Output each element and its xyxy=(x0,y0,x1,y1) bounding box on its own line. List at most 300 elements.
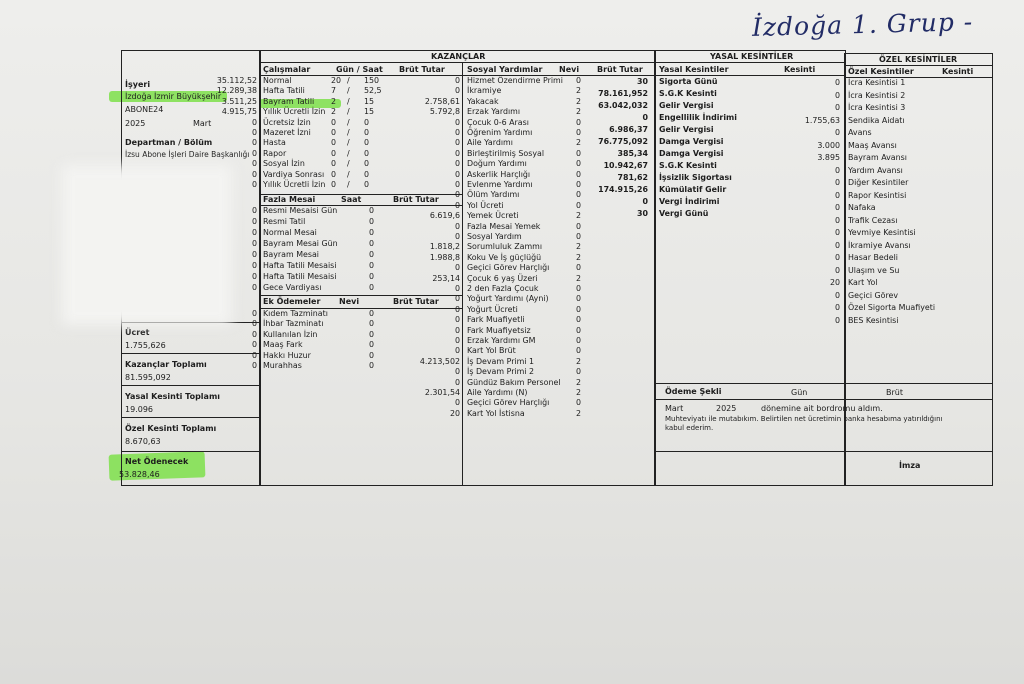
fazla-saat-header: Saat xyxy=(341,195,362,204)
yasal-kesinti-toplami-label: Yasal Kesinti Toplamı xyxy=(125,392,221,401)
row-gun: 0 xyxy=(331,117,337,127)
row-tutar: 0 xyxy=(251,309,257,318)
row-name: Erzak Yardımı xyxy=(467,107,521,117)
row-tutar: 0 xyxy=(454,76,460,85)
handwritten-note: İzdoğa 1. Grup - xyxy=(751,7,974,42)
odeme-line2: Muhteviyatı ile mutabıkım. Belirtilen net ücretimin banka hesabıma yatırıldığını xyxy=(665,415,943,423)
row-saat: 0 xyxy=(364,159,370,169)
row-saat: 0 xyxy=(369,206,375,215)
isyeri-label: İşyeri xyxy=(125,80,151,89)
row-name: Sendika Aidatı xyxy=(848,115,905,125)
row-nevi: 0 xyxy=(369,350,375,360)
row-separator: / xyxy=(347,169,350,179)
row-nevi: 2 xyxy=(576,86,582,96)
row-saat: 52,5 xyxy=(364,86,382,96)
row-nevi: 0 xyxy=(576,346,582,356)
row-name: Çocuk 6 yaş Üzeri xyxy=(467,273,538,283)
row-nevi: 0 xyxy=(369,319,375,329)
row-name: Bayram Mesai xyxy=(263,250,319,259)
row-nevi: 0 xyxy=(369,361,375,370)
row-name: Bayram Tatili xyxy=(263,96,315,106)
net-odenecek-value: 53.828,46 xyxy=(119,470,160,479)
row-name: Özel Sigorta Muafiyeti xyxy=(848,303,936,312)
row-name: İcra Kesintisi 1 xyxy=(848,78,906,87)
row-nevi: 0 xyxy=(576,117,582,127)
yasal-kesintiler-header: Yasal Kesintiler xyxy=(659,65,729,74)
row-value: 3.895 xyxy=(817,153,840,162)
row-saat: 0 xyxy=(364,180,370,189)
gun-saat-header: Gün / Saat xyxy=(336,65,383,74)
ucret-value: 1.755,626 xyxy=(125,341,166,350)
row-tutar: 6.619,6 xyxy=(429,211,460,221)
row-tutar: 0 xyxy=(251,250,257,259)
row-tutar: 0 xyxy=(251,361,257,370)
row-saat: 0 xyxy=(364,128,370,137)
row-nevi: 0 xyxy=(576,180,582,189)
row-separator: / xyxy=(347,76,350,85)
row-name: Nafaka xyxy=(848,203,876,212)
ozel-kesinti-header: Kesinti xyxy=(942,67,974,76)
odeme-year: 2025 xyxy=(716,404,737,413)
odeme-month: Mart xyxy=(665,404,684,413)
fazla-brut-header: Brüt Tutar xyxy=(393,195,439,204)
row-tutar: 35.112,52 xyxy=(216,76,257,85)
period-month: Mart xyxy=(193,119,212,128)
row-name: Fazla Mesai Yemek xyxy=(467,221,541,231)
row-value: 174.915,26 xyxy=(598,185,648,194)
row-value: 385,34 xyxy=(617,149,648,158)
row-tutar: 2.758,61 xyxy=(424,96,460,106)
row-value: 781,62 xyxy=(617,173,648,182)
row-name: Yıllık Ücretli İzin xyxy=(263,180,326,189)
row-tutar: 0 xyxy=(454,138,460,148)
row-tutar: 4.213,502 xyxy=(419,356,460,366)
row-separator: / xyxy=(347,138,350,148)
row-name: Sosyal İzin xyxy=(263,159,305,169)
row-separator: / xyxy=(347,159,350,169)
row-tutar: 0 xyxy=(251,239,257,248)
row-nevi: 0 xyxy=(576,367,582,377)
row-value: 0 xyxy=(834,303,840,312)
row-name: Gelir Vergisi xyxy=(659,125,714,134)
row-name: Maaş Avansı xyxy=(848,140,897,150)
row-tutar: 1.988,8 xyxy=(429,252,460,262)
row-separator: / xyxy=(347,180,350,189)
row-name: Kart Yol Brüt xyxy=(467,346,516,356)
row-gun: 0 xyxy=(331,148,337,158)
row-tutar: 0 xyxy=(251,283,257,292)
ozel-kesinti-toplami-value: 8.670,63 xyxy=(125,437,161,446)
row-tutar: 0 xyxy=(454,377,460,387)
row-nevi: 2 xyxy=(576,388,582,397)
row-name: Yıllık Ücretli İzin xyxy=(263,107,326,117)
row-name: Sorumluluk Zammı xyxy=(467,242,543,252)
row-value: 0 xyxy=(834,215,840,225)
row-saat: 0 xyxy=(369,239,375,248)
row-nevi: 0 xyxy=(576,221,582,231)
imza-label: İmza xyxy=(899,461,921,470)
row-tutar: 0 xyxy=(454,325,460,335)
row-nevi: 2 xyxy=(576,242,582,252)
odeme-line1: dönemine ait bordromu aldım. xyxy=(761,404,883,413)
row-value: 0 xyxy=(834,78,840,87)
row-name: Çocuk 0-6 Arası xyxy=(467,117,529,127)
row-name: Hafta Tatili Mesaisi xyxy=(263,261,337,270)
row-nevi: 0 xyxy=(576,336,582,345)
row-tutar: 0 xyxy=(454,200,460,210)
row-tutar: 0 xyxy=(454,294,460,304)
row-nevi: 2 xyxy=(576,252,582,262)
row-tutar: 0 xyxy=(454,304,460,314)
row-value: 0 xyxy=(834,165,840,175)
row-value: 0 xyxy=(834,190,840,200)
row-saat: 0 xyxy=(369,261,375,270)
row-tutar: 0 xyxy=(454,336,460,345)
row-name: Damga Vergisi xyxy=(659,137,724,146)
row-name: Ücretsiz İzin xyxy=(263,117,311,127)
row-tutar: 3.511,25 xyxy=(221,96,257,106)
row-value: 3.000 xyxy=(817,140,840,150)
row-name: Kart Yol xyxy=(848,278,878,287)
row-tutar: 2.301,54 xyxy=(424,388,460,397)
row-saat: 0 xyxy=(364,117,370,127)
isyeri-value: İzdoğa İzmir Büyükşehir xyxy=(125,92,222,101)
row-name: İhbar Tazminatı xyxy=(263,319,324,329)
row-tutar: 0 xyxy=(454,367,460,377)
row-nevi: 2 xyxy=(576,377,582,387)
row-nevi: 0 xyxy=(576,76,582,85)
row-name: Vardiya Sonrası xyxy=(263,169,325,179)
row-tutar: 0 xyxy=(454,190,460,200)
row-name: Gece Vardiyası xyxy=(263,283,322,292)
kazanclar-title: KAZANÇLAR xyxy=(431,52,486,61)
row-gun: 2 xyxy=(331,96,337,106)
row-saat: 0 xyxy=(364,148,370,158)
row-tutar: 253,14 xyxy=(432,273,460,283)
row-tutar: 4.915,75 xyxy=(221,107,257,117)
row-nevi: 0 xyxy=(576,148,582,158)
odeme-gun-header: Gün xyxy=(791,388,808,397)
row-tutar: 0 xyxy=(454,159,460,169)
row-tutar: 0 xyxy=(251,319,257,329)
row-name: Koku Ve İş güçlüğü xyxy=(467,252,542,262)
row-name: Yardım Avansı xyxy=(848,165,903,175)
row-name: Fark Muafiyetli xyxy=(467,315,525,325)
departman-label: Departman / Bölüm xyxy=(125,138,213,147)
row-name: Vergi İndirimi xyxy=(659,197,720,206)
row-name: İkramiye Avansı xyxy=(848,240,911,250)
sosyal-brut-header: Brüt Tutar xyxy=(597,65,643,74)
row-name: Normal Mesai xyxy=(263,228,317,237)
row-name: İş Devam Primi 1 xyxy=(467,356,535,366)
row-value: 0 xyxy=(834,315,840,325)
row-name: Geçici Görev Harçlığı xyxy=(467,398,550,408)
row-name: Geçici Görev xyxy=(848,290,899,300)
row-tutar: 0 xyxy=(251,159,257,169)
row-gun: 0 xyxy=(331,159,337,169)
ozel-title: ÖZEL KESİNTİLER xyxy=(879,55,958,64)
row-tutar: 0 xyxy=(251,350,257,360)
row-name: Murahhas xyxy=(263,361,302,370)
row-name: Bayram Avansı xyxy=(848,153,907,162)
sosyal-nevi-header: Nevi xyxy=(559,65,580,74)
row-saat: 150 xyxy=(364,76,380,85)
ozel-kesintiler-header: Özel Kesintiler xyxy=(848,67,914,76)
row-tutar: 1.818,2 xyxy=(429,242,460,252)
row-value: 6.986,37 xyxy=(609,125,648,134)
row-name: Kümülatif Gelir xyxy=(659,185,727,194)
row-name: 2 den Fazla Çocuk xyxy=(467,284,539,293)
row-tutar: 0 xyxy=(251,228,257,237)
yasal-title: YASAL KESİNTİLER xyxy=(710,52,794,61)
row-name: Maaş Fark xyxy=(263,340,303,350)
row-saat: 0 xyxy=(369,250,375,259)
row-name: Doğum Yardımı xyxy=(467,159,527,169)
row-tutar: 0 xyxy=(251,340,257,350)
row-tutar: 5.792,8 xyxy=(429,107,460,117)
row-name: Ölüm Yardımı xyxy=(467,190,520,200)
row-value: 0 xyxy=(834,128,840,137)
calismalar-header: Çalışmalar xyxy=(263,65,311,74)
row-separator: / xyxy=(347,148,350,158)
row-tutar: 0 xyxy=(251,272,257,281)
row-value: 0 xyxy=(834,178,840,187)
row-nevi: 2 xyxy=(576,273,582,283)
row-name: Hasar Bedeli xyxy=(848,253,898,262)
row-name: Sosyal Yardım xyxy=(467,232,522,241)
row-tutar: 0 xyxy=(251,117,257,127)
row-name: Fark Muafiyetsiz xyxy=(467,325,531,335)
fazla-mesai-header: Fazla Mesai xyxy=(263,195,316,204)
brut-tutar-header: Brüt Tutar xyxy=(399,65,445,74)
row-value: 0 xyxy=(642,113,648,122)
row-name: İcra Kesintisi 3 xyxy=(848,103,906,112)
odeme-brut-header: Brüt xyxy=(886,388,903,397)
row-gun: 0 xyxy=(331,169,337,179)
yasal-kesinti-header: Kesinti xyxy=(784,65,816,74)
row-nevi: 0 xyxy=(369,329,375,339)
row-nevi: 0 xyxy=(576,284,582,293)
row-tutar: 0 xyxy=(454,263,460,273)
row-name: Bayram Mesai Gün xyxy=(263,239,338,248)
row-separator: / xyxy=(347,107,350,117)
row-tutar: 0 xyxy=(251,169,257,179)
row-nevi: 2 xyxy=(576,138,582,148)
row-name: BES Kesintisi xyxy=(848,315,899,325)
row-tutar: 0 xyxy=(454,232,460,241)
row-gun: 0 xyxy=(331,128,337,137)
row-name: Kullanılan İzin xyxy=(263,329,318,339)
redacted-area xyxy=(62,165,232,325)
row-nevi: 0 xyxy=(576,232,582,241)
row-name: Öğrenim Yardımı xyxy=(467,128,533,137)
row-separator: / xyxy=(347,128,350,137)
period-year: 2025 xyxy=(125,119,146,128)
row-name: Yevmiye Kesintisi xyxy=(848,228,916,237)
row-value: 30 xyxy=(637,209,648,218)
row-value: 0 xyxy=(834,228,840,237)
row-name: İcra Kesintisi 2 xyxy=(848,90,906,100)
row-name: Trafik Cezası xyxy=(848,215,898,225)
row-tutar: 0 xyxy=(454,346,460,356)
row-nevi: 0 xyxy=(576,190,582,200)
row-tutar: 0 xyxy=(251,128,257,137)
row-gun: 0 xyxy=(331,138,337,148)
row-value: 0 xyxy=(834,265,840,275)
row-name: Sigorta Günü xyxy=(659,77,718,86)
row-tutar: 0 xyxy=(454,86,460,96)
ek-brut-header: Brüt Tutar xyxy=(393,297,439,306)
row-saat: 15 xyxy=(364,107,375,117)
row-tutar: 0 xyxy=(251,180,257,189)
row-tutar: 0 xyxy=(251,148,257,158)
row-separator: / xyxy=(347,96,350,106)
row-name: Gündüz Bakım Personel xyxy=(467,377,561,387)
payroll-slip xyxy=(121,47,993,487)
row-nevi: 2 xyxy=(576,107,582,117)
row-tutar: 0 xyxy=(251,138,257,148)
row-name: Gelir Vergisi xyxy=(659,101,714,110)
row-tutar: 0 xyxy=(251,329,257,339)
row-nevi: 2 xyxy=(576,356,582,366)
row-name: Damga Vergisi xyxy=(659,149,724,158)
row-saat: 0 xyxy=(369,283,375,292)
row-name: Askerlik Harçlığı xyxy=(467,169,531,179)
kazanclar-toplami-value: 81.595,092 xyxy=(125,373,171,382)
row-nevi: 2 xyxy=(576,96,582,106)
row-nevi: 0 xyxy=(369,309,375,318)
row-name: Mazeret İzni xyxy=(263,128,311,137)
row-name: Ulaşım ve Su xyxy=(848,265,900,275)
row-nevi: 0 xyxy=(576,263,582,273)
row-value: 0 xyxy=(642,197,648,206)
row-tutar: 12.289,38 xyxy=(216,86,257,96)
row-name: Kıdem Tazminatı xyxy=(263,309,328,318)
row-value: 78.161,952 xyxy=(598,89,648,98)
row-tutar: 0 xyxy=(251,261,257,270)
row-gun: 20 xyxy=(331,76,342,85)
row-separator: / xyxy=(347,117,350,127)
row-nevi: 0 xyxy=(576,325,582,335)
row-name: Birleştirilmiş Sosyal xyxy=(467,148,545,158)
row-name: Rapor Kesintisi xyxy=(848,190,907,200)
row-tutar: 0 xyxy=(454,128,460,137)
row-gun: 2 xyxy=(331,107,337,117)
row-tutar: 0 xyxy=(251,217,257,226)
row-name: Yakacak xyxy=(467,96,499,106)
row-name: Yoğurt Yardımı (Ayni) xyxy=(467,294,549,304)
row-name: Yol Ücreti xyxy=(467,200,504,210)
row-tutar: 0 xyxy=(251,206,257,215)
row-value: 0 xyxy=(834,103,840,112)
row-saat: 15 xyxy=(364,96,375,106)
row-tutar: 0 xyxy=(454,221,460,231)
sosyal-header: Sosyal Yardımlar xyxy=(467,65,543,74)
row-name: Vergi Günü xyxy=(659,209,709,218)
row-value: 0 xyxy=(834,203,840,212)
row-value: 76.775,092 xyxy=(598,137,648,146)
row-tutar: 0 xyxy=(454,284,460,293)
departman-value: İzsu Abone İşleri Daire Başkanlığı xyxy=(125,150,250,159)
row-name: Yoğurt Ücreti xyxy=(467,304,518,314)
row-name: Hizmet Özendirme Primi xyxy=(467,76,563,85)
row-value: 20 xyxy=(829,278,840,287)
row-name: Geçici Görev Harçlığı xyxy=(467,263,550,273)
row-value: 0 xyxy=(834,290,840,300)
kazanclar-toplami-label: Kazançlar Toplamı xyxy=(125,360,207,369)
row-nevi: 2 xyxy=(576,408,582,418)
row-saat: 0 xyxy=(364,169,370,179)
row-gun: 7 xyxy=(331,86,337,96)
ozel-kesinti-toplami-label: Özel Kesinti Toplamı xyxy=(125,424,217,433)
row-name: Rapor xyxy=(263,148,287,158)
row-name: Avans xyxy=(848,128,872,137)
row-name: İkramiye xyxy=(467,86,502,96)
row-name: Aile Yardımı (N) xyxy=(467,388,528,397)
row-name: İşsizlik Sigortası xyxy=(659,173,732,182)
row-nevi: 0 xyxy=(576,128,582,137)
row-name: Normal xyxy=(263,76,292,85)
row-saat: 0 xyxy=(364,138,370,148)
row-value: 10.942,67 xyxy=(603,161,648,170)
abone-value: ABONE24 xyxy=(125,105,164,114)
row-value: 30 xyxy=(637,77,648,86)
ucret-label: Ücret xyxy=(125,328,150,337)
row-name: Kart Yol İstisna xyxy=(467,408,525,418)
row-name: Diğer Kesintiler xyxy=(848,178,909,187)
row-name: S.G.K Kesinti xyxy=(659,89,717,98)
yasal-kesinti-toplami-value: 19.096 xyxy=(125,405,153,414)
row-saat: 0 xyxy=(369,272,375,281)
row-nevi: 0 xyxy=(576,304,582,314)
net-odenecek-label: Net Ödenecek xyxy=(125,457,189,466)
row-tutar: 0 xyxy=(454,117,460,127)
row-nevi: 2 xyxy=(576,211,582,221)
row-name: Engellilik İndirimi xyxy=(659,113,737,122)
ek-nevi-header: Nevi xyxy=(339,297,360,306)
odeme-sekli-header: Ödeme Şekli xyxy=(665,387,722,396)
row-value: 0 xyxy=(834,253,840,262)
row-nevi: 0 xyxy=(576,200,582,210)
row-tutar: 0 xyxy=(454,315,460,325)
row-name: Aile Yardımı xyxy=(467,138,513,148)
row-nevi: 0 xyxy=(576,159,582,169)
row-name: Hasta xyxy=(263,138,286,148)
row-tutar: 0 xyxy=(454,169,460,179)
row-name: Resmi Mesaisi Gün xyxy=(263,206,338,215)
row-name: Evlenme Yardımı xyxy=(467,180,533,189)
row-name: Hafta Tatili xyxy=(263,86,305,96)
row-name: Erzak Yardımı GM xyxy=(467,336,536,345)
row-value: 1.755,63 xyxy=(804,115,840,125)
row-tutar: 0 xyxy=(454,180,460,189)
row-name: İş Devam Primi 2 xyxy=(467,367,535,377)
ek-odemeler-header: Ek Ödemeler xyxy=(263,297,321,306)
odeme-line3: kabul ederim. xyxy=(665,424,714,432)
row-saat: 0 xyxy=(369,228,375,237)
row-value: 0 xyxy=(834,90,840,100)
row-name: Resmi Tatil xyxy=(263,217,306,226)
row-tutar: 0 xyxy=(454,398,460,408)
row-separator: / xyxy=(347,86,350,96)
row-nevi: 0 xyxy=(369,340,375,350)
row-name: Hakkı Huzur xyxy=(263,350,311,360)
row-saat: 0 xyxy=(369,217,375,226)
row-tutar: 0 xyxy=(454,148,460,158)
row-nevi: 0 xyxy=(576,169,582,179)
row-gun: 0 xyxy=(331,180,337,189)
row-nevi: 0 xyxy=(576,315,582,325)
